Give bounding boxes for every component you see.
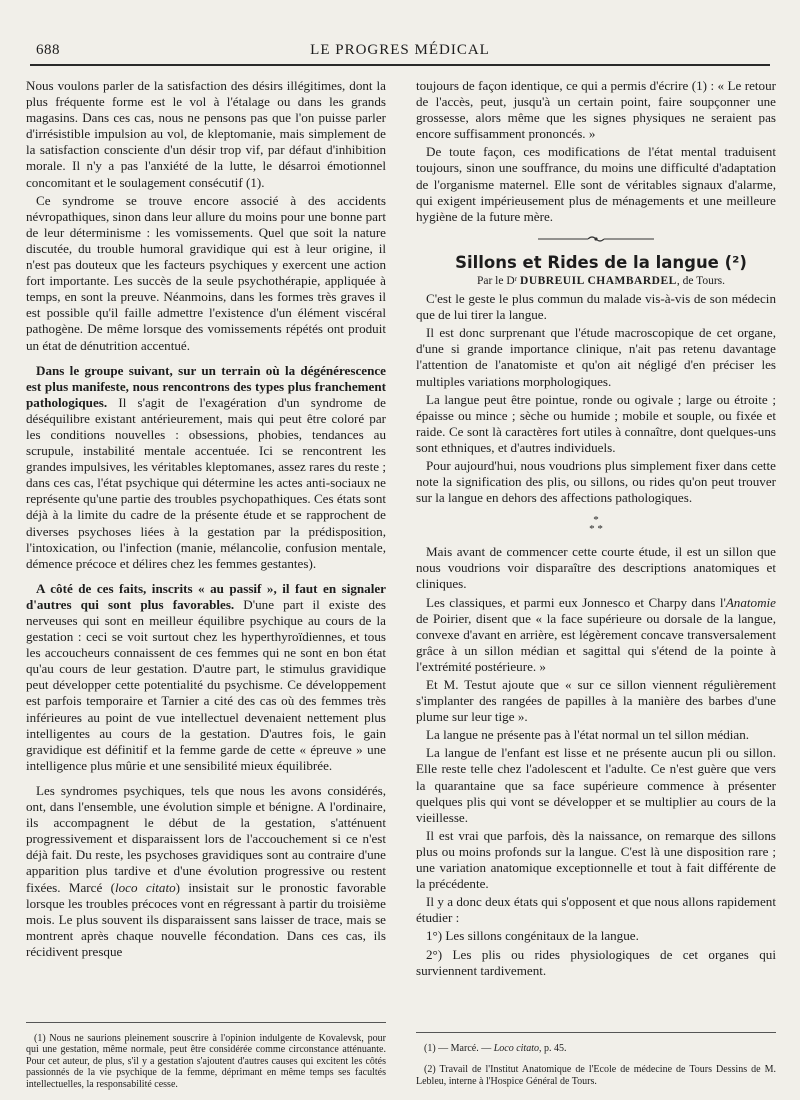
asterism-bottom: * * [589, 523, 603, 536]
paragraph-text: Il s'agit de l'exagération d'un syndrome de déséquilibre existant antérieurement, mais qui peut être coloré par les conditions nouvelles : obsessions, phobies, tendances au scrupule, instabilité mentale accentuée. Ici se rencontrent les grandes impulsives, les véritables kleptomanes, assez rares du reste ; dans ces cas, l'état psychique qui détermine les actes anti-sociaux ne représente qu'une partie des troubles psychopathiques. Ces états sont déjà à la limite du cadre de la présente étude et se rapprochent de diverses psychoses liées à la gestation par la prédisposition, l'intoxication, ou l'infection (manie, mélancolie, confusion mentale, démence précoce et délires chez les femmes gestantes). [26, 394, 386, 571]
section-ornament [416, 233, 776, 245]
header-rule [30, 64, 770, 66]
paragraph: Nous voulons parler de la satisfaction des désirs illégitimes, dont la plus fréquente forme est le vol à l'étalage ou dans les grands magasins. Dans ces cas, nous ne pensons pas que l'on puisse parler d'irrésistible impulsion au vol, de kleptomanie, mais simplement de la satisfaction consciente d'un désir trop vif, par défaut d'inhibition morale. Il n'y a pas l'anxiété de la lutte, le désarroi émotionnel concomitant et le soulagement consécutif (1). [26, 78, 386, 190]
footnote-rule [416, 1032, 776, 1033]
footnote: (2) Travail de l'Institut Anatomique de l'Ecole de médecine de Tours Dessins de M. Lebleu, interne à l'Hospice Général de Tours. [416, 1064, 776, 1087]
paragraph: toujours de façon identique, ce qui a permis d'écrire (1) : « Le retour de l'accès, peut, jusqu'à un certain point, faire soupçonner une grossesse, alors même que les signes physiques ne seraient pas encore suffisamment prononcés. » [416, 78, 776, 142]
paragraph: C'est le geste le plus commun du malade vis-à-vis de son médecin que de lui tirer la langue. [416, 291, 776, 323]
paragraph: Il y a donc deux états qui s'opposent et que nous allons rapidement étudier : [416, 894, 776, 926]
paragraph: Il est vrai que parfois, dès la naissance, on remarque des sillons plus ou moins profonds sur la langue. C'est là une disposition rare ; une variation anatomique exceptionnelle et tout à fait différente de la précédente. [416, 827, 776, 892]
author-prefix: Par le Dʳ [476, 274, 521, 287]
paragraph: La langue de l'enfant est lisse et ne présente aucun pli ou sillon. Elle reste telle chez l'adolescent et l'adulte. Ce n'est guère que vers la quarantaine que sa face supérieure commence à présenter quelques plis qui vont se développer et se multiplier au cours de la vieillesse. [416, 745, 776, 825]
paragraph: Il est donc surprenant que l'étude macroscopique de cet organe, d'une si grande importance clinique, n'ait pas retenu davantage l'attention de l'anatomiste et qu'on ait négligé d'en préciser les multiples variations morphologiques. [416, 325, 776, 389]
paragraph-lead: Dans le groupe suivant, sur un terrain où la dégénérescence est plus manifeste, nous rencontrons des types plus franchement pathologiques. [26, 362, 386, 410]
left-footnotes [26, 1012, 386, 1100]
paragraph-text: ) insistait sur le pronostic favorable lorsque les troubles précoces vont en régressant à partir du troisième mois. Le plus souvent ils disparaissent sans laisser de trace, mais se montrent après chaque nouvelle fécondation. Dans ces cas, ils récidivent presque [26, 879, 386, 959]
paragraph: Ce syndrome se trouve encore associé à des accidents névropathiques, sinon dans leur allure du moins pour une bonne part de leur déterminisme : les vomissements. Quel que soit la nature discutée, du trouble humoral gravidique qui est à leur origine, il n'est pas douteux que les facteurs psychiques y exercent une action fort importante. Les succès de la seule psychothérapie, appliquée à temps, en sont la preuve. Néanmoins, dans les formes très graves il est possible qu'il faille admettre l'existence d'un élément viscéral pathogène. De même lorsque des vomissements répétés ont produit un état de dénutrition accentué. [26, 192, 386, 353]
footnote: (1) Nous ne saurions pleinement souscrire à l'opinion indulgente de Kovalevsk, pour qui une gestation, même normale, peut être considérée comme circonstance atténuante. Pour cet auteur, de plus, s'il y a gestation s'ajoutent d'autres causes qui excitent les côtés passionnés de la vie psychique de la femme, déprimant en même temps ses facultés intellectuelles, la responsabilité cesse. [26, 1033, 386, 1090]
article-title: Sillons et Rides de la langue (²) [455, 252, 747, 272]
article-author [416, 273, 776, 289]
paragraph-text: Les classiques, et parmi eux Jonnesco et Charpy dans l' [426, 594, 726, 610]
asterism-top: * [593, 514, 599, 527]
paragraph-lead: A côté de ces faits, inscrits « au passif », il faut en signaler d'autres qui sont plus favorables. [26, 580, 386, 612]
citation-italic: loco citato [114, 879, 176, 895]
paragraph: Et M. Testut ajoute que « sur ce sillon viennent régulièrement s'implanter des rangées de papilles à la manière des barbes d'une plume sur leur tige ». [416, 677, 776, 725]
paragraph: La langue ne présente pas à l'état normal un tel sillon médian. [426, 727, 750, 743]
paragraph-text: D'une part il existe des nerveuses qui sont en meilleur équilibre psychique au cours de la gestation : ceci se voit surtout chez les hyperthyroïdiennes, et tous les accoucheurs connaissent de ces femmes qui ne sont en bon état qu'au cours de leur gestation. D'autre part, le stimulus gravidique peut développer cette potentialité du psychisme. Ce développement est parfois temporaire et Tarnier a cité des cas où des femmes très inférieures au point de vue intellectuel devenaient nettement plus intelligentes au cours de la gestation. D'autres fois, le gain gravidique est définitif et la femme garde de cette « épreuve » une intelligence plus mûrie et une sensibilité mieux équilibrée. [26, 596, 386, 773]
list-item: 2°) Les plis ou rides physiologiques de cet organes qui surviennent tardivement. [416, 946, 776, 978]
footnote-text: (1) — Marcé. — [424, 1043, 494, 1054]
paragraph [26, 783, 386, 960]
paragraph: Mais avant de commencer cette courte étude, il est un sillon que nous voudrions voir disparaître des descriptions anatomiques et cliniques. [416, 544, 776, 592]
citation-italic: Anatomie [725, 594, 776, 610]
footnote-text: , p. 45. [538, 1043, 567, 1054]
paragraph-text: de Poirier, disent que « la face supérieure ou dorsale de la langue, convexe d'avant en arrière, est légèrement concave transversalement grâce à un sillon médian et sagittal qui s'étend de la pointe à l'extrémité postérieure. » [416, 610, 776, 674]
right-column [416, 78, 776, 979]
page-number: 688 [36, 42, 60, 58]
left-column [26, 78, 386, 960]
list-item: 1°) Les sillons congénitaux de la langue. [426, 928, 639, 944]
paragraph: De toute façon, ces modifications de l'état mental traduisent toujours, sinon une souffrance, du moins une difficulté d'adaptation de l'organisme maternel. Elle sont de véritables signaux d'alarme, qui exigent impérieusement plus de ménagements et une meilleure hygiène de la future mère. [416, 144, 776, 224]
paragraph: La langue peut être pointue, ronde ou ogivale ; large ou étroite ; épaisse ou mince ; sèche ou humide ; mobile et souple, ou fixée et raide. Ce sont là caractères fort utiles à connaître, dont quelques-uns sont ethniques, et d'autres individuels. [416, 391, 776, 455]
footnote [416, 1043, 776, 1054]
paragraph-text: Les syndromes psychiques, tels que nous les avons considérés, ont, dans l'ensemble, une évolution simple et bénigne. A l'ordinaire, ils accompagnent le début de la gestation, s'atténuent progressivement et disparaissent lors de l'accouchement si ce n'est déjà fait. Du reste, les psychoses gravidiques sont au contraire d'une apparition plus tardive et d'une évolution progressive ou restent fixées. Marcé ( [26, 782, 386, 895]
page-header [36, 40, 764, 64]
journal-title: LE PROGRES MÉDICAL [310, 42, 490, 58]
paragraph: Pour aujourd'hui, nous voudrions plus simplement fixer dans cette note la signification des plis, ou sillons, ou rides qu'on peut trouver sur la langue en dehors des affections pathologiques. [416, 457, 776, 506]
author-suffix: , de Tours. [676, 274, 726, 287]
right-footnotes [416, 1022, 776, 1097]
citation-italic: Loco citato [493, 1043, 539, 1054]
paragraph [416, 595, 776, 675]
author-name: DUBREUIL CHAMBARDEL [520, 274, 677, 287]
paragraph [26, 581, 386, 774]
footnote-rule [26, 1022, 386, 1023]
asterism [416, 516, 776, 534]
paragraph [26, 363, 386, 572]
